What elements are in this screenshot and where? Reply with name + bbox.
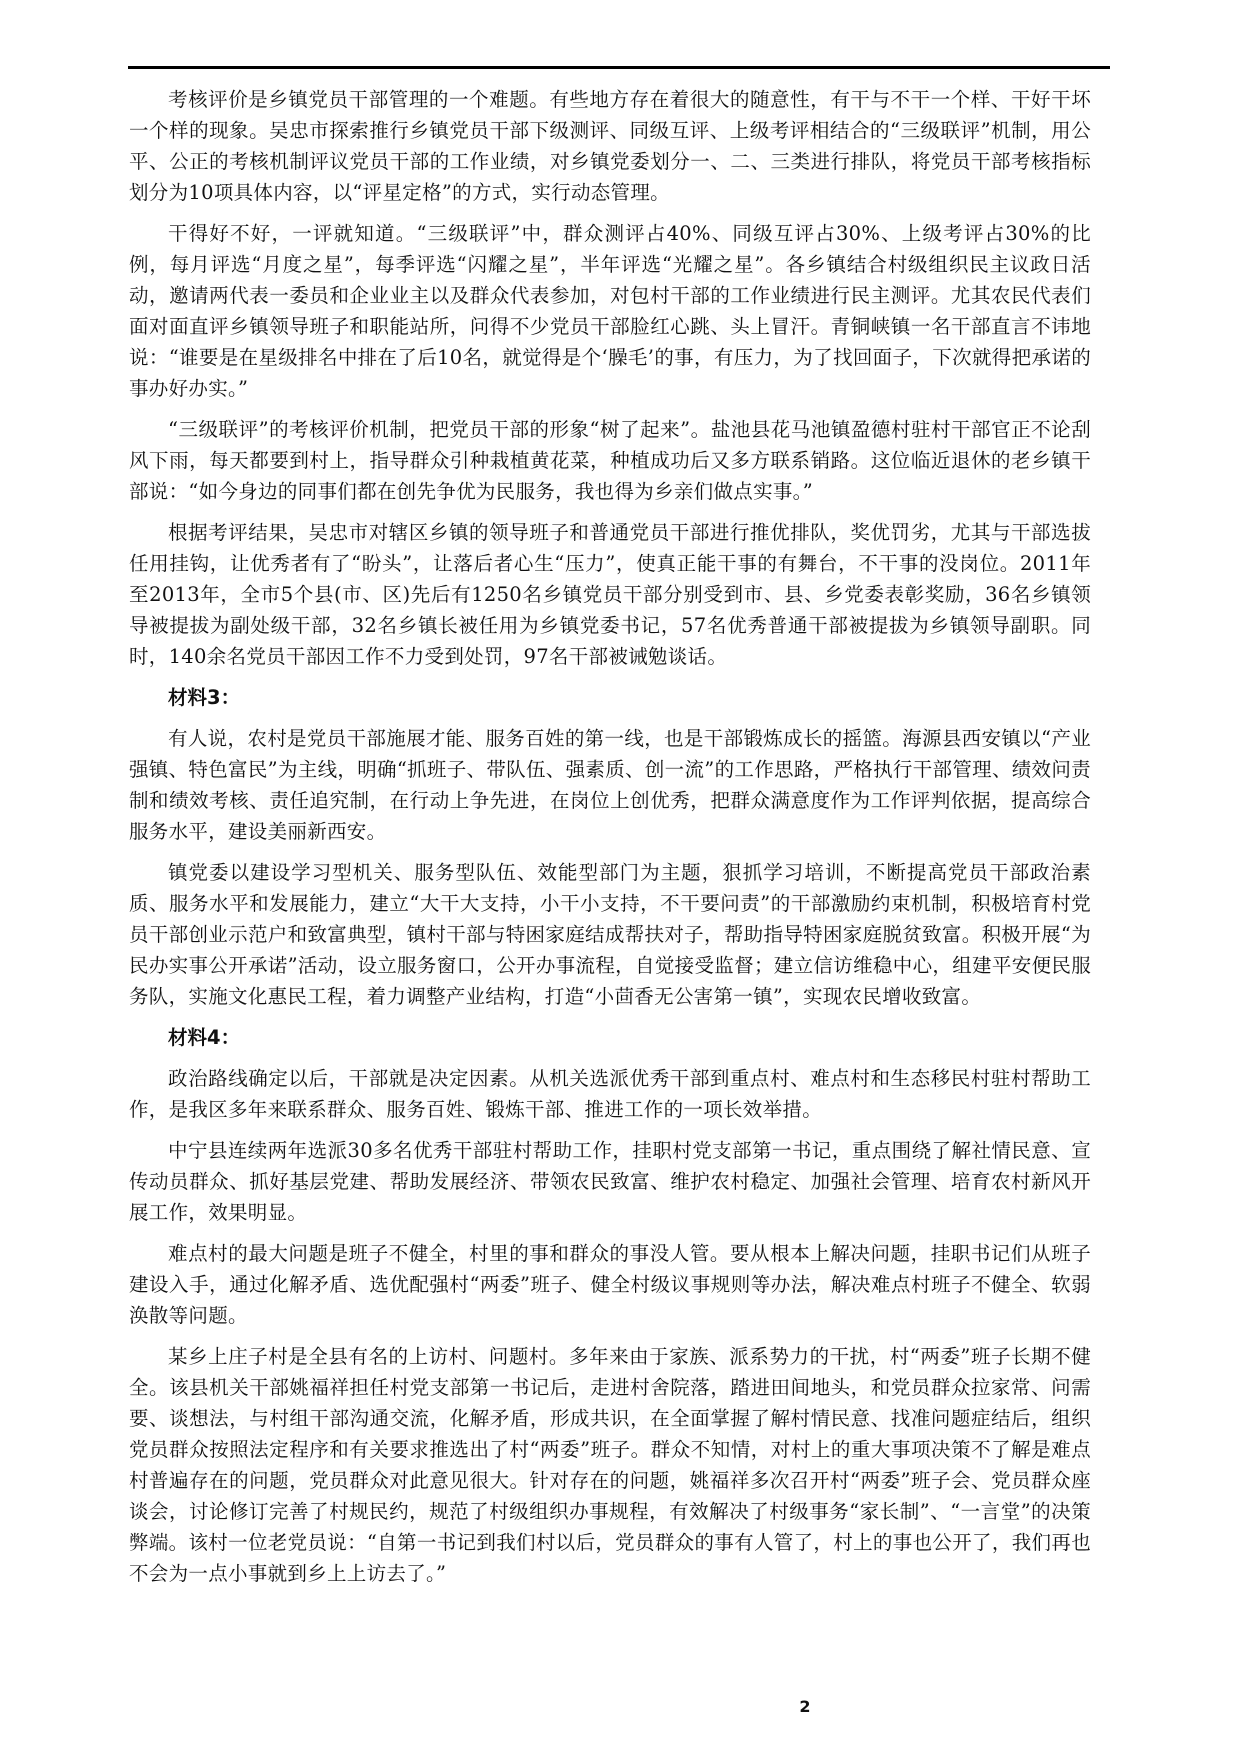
paragraph: 干得好不好，一评就知道。“三级联评”中，群众测评占40%、同级互评占30%、上级考评占30%的比例，每月评选“月度之星”，每季评选“闪耀之星”，半年评选“光耀之星”。各乡镇结合村级组织民主议政日活动，邀请两代表一委员和企业业主以及群众代表参加，对包村干部的工作业绩进行民主测评。尤其农民代表们面对面直评乡镇领导班子和职能站所，问得不少党员干部脸红心跳、头上冒汗。青铜峡镇一名干部直言不讳地说：“谁要是在星级排名中排在了后10名，就觉得是个‘臊毛’的事，有压力，为了找回面子，下次就得把承诺的事办好办实。”	[129, 222, 1091, 400]
paragraph: “三级联评”的考核评价机制，把党员干部的形象“树了起来”。盐池县花马池镇盈德村驻村干部官正不论刮风下雨，每天都要到村上，指导群众引种栽植黄花菜，种植成功后又多方联系销路。这位临近退休的老乡镇干部说：“如今身边的同事们都在创先争优为民服务，我也得为乡亲们做点实事。”	[129, 418, 1091, 503]
paragraph: 镇党委以建设学习型机关、服务型队伍、效能型部门为主题，狠抓学习培训，不断提高党员干部政治素质、服务水平和发展能力，建立“大干大支持，小干小支持，不干要问责”的干部激励约束机制，积极培育村党员干部创业示范户和致富典型，镇村干部与特困家庭结成帮扶对子，帮助指导特困家庭脱贫致富。积极开展“为民办实事公开承诺”活动，设立服务窗口，公开办事流程，自觉接受监督；建立信访维稳中心，组建平安便民服务队，实施文化惠民工程，着力调整产业结构，打造“小茴香无公害第一镇”，实现农民增收致富。	[129, 861, 1091, 1008]
page-number: 2	[799, 1697, 811, 1716]
paragraph: 难点村的最大问题是班子不健全，村里的事和群众的事没人管。要从根本上解决问题，挂职书记们从班子建设入手，通过化解矛盾、选优配强村“两委”班子、健全村级议事规则等办法，解决难点村班子不健全、软弱涣散等问题。	[129, 1242, 1091, 1327]
paragraph: 政治路线确定以后，干部就是决定因素。从机关选派优秀干部到重点村、难点村和生态移民村驻村帮助工作，是我区多年来联系群众、服务百姓、锻炼干部、推进工作的一项长效举措。	[129, 1067, 1091, 1121]
section-heading-material-4: 材料4：	[168, 1026, 241, 1049]
paragraph: 某乡上庄子村是全县有名的上访村、问题村。多年来由于家族、派系势力的干扰，村“两委”班子长期不健全。该县机关干部姚福祥担任村党支部第一书记后，走进村舍院落，踏进田间地头，和党员群众拉家常、问需要、谈想法，与村组干部沟通交流，化解矛盾，形成共识，在全面掌握了解村情民意、找准问题症结后，组织党员群众按照法定程序和有关要求推选出了村“两委”班子。群众不知情，对村上的重大事项决策不了解是难点村普遍存在的问题，党员群众对此意见很大。针对存在的问题，姚福祥多次召开村“两委”班子会、党员群众座谈会，讨论修订完善了村规民约，规范了村级组织办事规程，有效解决了村级事务“家长制”、“一言堂”的决策弊端。该村一位老党员说：“自第一书记到我们村以后，党员群众的事有人管了，村上的事也公开了，我们再也不会为一点小事就到乡上上访去了。”	[129, 1345, 1091, 1585]
document-body	[129, 84, 1091, 1599]
paragraph: 考核评价是乡镇党员干部管理的一个难题。有些地方存在着很大的随意性，有干与不干一个样、干好干坏一个样的现象。吴忠市探索推行乡镇党员干部下级测评、同级互评、上级考评相结合的“三级联评”机制，用公平、公正的考核机制评议党员干部的工作业绩，对乡镇党委划分一、二、三类进行排队，将党员干部考核指标划分为10项具体内容，以“评星定格”的方式，实行动态管理。	[129, 88, 1091, 204]
header-rule	[128, 66, 1110, 69]
section-heading-material-3: 材料3：	[168, 686, 241, 709]
paragraph: 根据考评结果，吴忠市对辖区乡镇的领导班子和普通党员干部进行推优排队，奖优罚劣，尤其与干部选拔任用挂钩，让优秀者有了“盼头”，让落后者心生“压力”，使真正能干事的有舞台，不干事的没岗位。2011年至2013年，全市5个县(市、区)先后有1250名乡镇党员干部分别受到市、县、乡党委表彰奖励，36名乡镇领导被提拔为副处级干部，32名乡镇长被任用为乡镇党委书记，57名优秀普通干部被提拔为乡镇领导副职。同时，140余名党员干部因工作不力受到处罚，97名干部被诫勉谈话。	[129, 521, 1091, 668]
paragraph: 有人说，农村是党员干部施展才能、服务百姓的第一线，也是干部锻炼成长的摇篮。海源县西安镇以“产业强镇、特色富民”为主线，明确“抓班子、带队伍、强素质、创一流”的工作思路，严格执行干部管理、绩效问责制和绩效考核、责任追究制，在行动上争先进，在岗位上创优秀，把群众满意度作为工作评判依据，提高综合服务水平，建设美丽新西安。	[129, 727, 1091, 843]
paragraph: 中宁县连续两年选派30多名优秀干部驻村帮助工作，挂职村党支部第一书记，重点围绕了解社情民意、宣传动员群众、抓好基层党建、帮助发展经济、带领农民致富、维护农村稳定、加强社会管理、培育农村新风开展工作，效果明显。	[129, 1139, 1091, 1224]
